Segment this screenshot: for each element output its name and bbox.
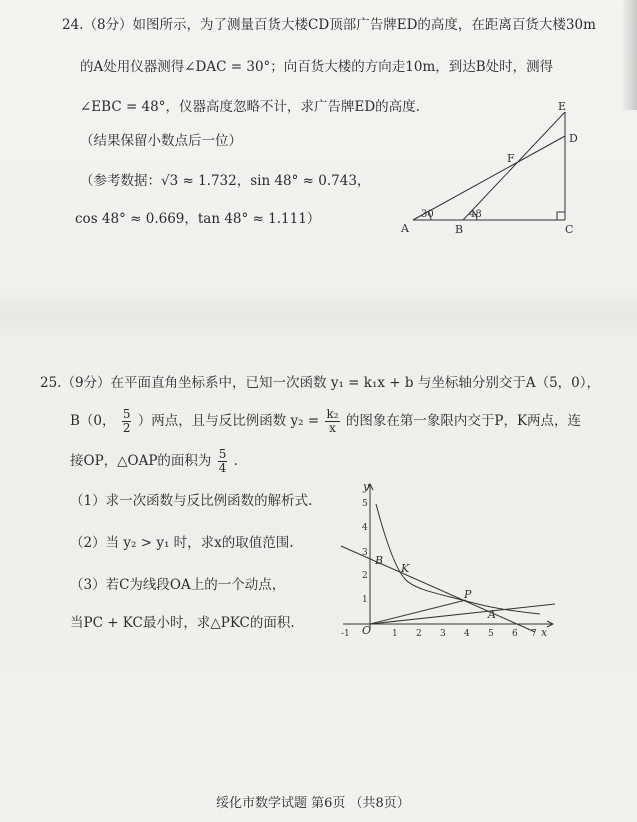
frac-num: 5	[122, 407, 131, 421]
page-edge-shadow	[621, 0, 637, 110]
x-tick-2: 2	[416, 629, 422, 638]
frac-den: 4	[218, 461, 227, 475]
line-op	[370, 600, 466, 624]
page-footer: 绥化市数学试题 第6页 （共8页）	[216, 796, 410, 811]
q24-line-4: （结果保留小数点后一位）	[80, 133, 242, 149]
q25-line2-post: 的图象在第一象限内交于P，K两点，连	[345, 413, 582, 429]
right-angle-mark	[557, 212, 565, 220]
x-tick-4: 4	[464, 629, 470, 638]
q25-coordinate-graph	[335, 478, 560, 638]
q24-line-6: cos 48° ≈ 0.669，tan 48° ≈ 1.111）	[75, 211, 321, 227]
frac-num: k₂	[326, 407, 339, 421]
y-axis-label: y	[363, 480, 370, 493]
x-tick-3: 3	[440, 629, 446, 638]
origin-label: O	[362, 624, 372, 637]
x-tick-5: 5	[488, 629, 494, 638]
y-tick-3: 3	[362, 548, 368, 558]
q25-line3-pre: 接OP，△OAP的面积为	[70, 453, 212, 469]
y-tick-1: 1	[362, 595, 368, 605]
label-f: F	[507, 152, 515, 165]
q24-line-3: ∠EBC = 48°，仪器高度忽略不计，求广告牌ED的高度.	[80, 99, 420, 115]
x-tick-neg1: -1	[341, 629, 350, 638]
y-tick-2: 2	[362, 571, 368, 581]
line-through-p	[370, 604, 555, 624]
label-d: D	[569, 132, 578, 145]
label-e: E	[558, 100, 567, 113]
angle-48-label: 48	[469, 209, 482, 220]
x-tick-1: 1	[392, 629, 398, 638]
point-a-label: A	[488, 608, 496, 621]
q25-sub-3b: 当PC + KC最小时，求△PKC的面积.	[70, 615, 295, 631]
paper-fold-shadow	[0, 290, 637, 340]
q24-line-2: 的A处用仪器测得∠DAC = 30°；向百货大楼的方向走10m，到达B处时，测得	[80, 59, 554, 75]
fraction-five-halves	[122, 408, 132, 435]
q25-sub-1: （1）求一次函数与反比例函数的解析式.	[70, 493, 313, 509]
q24-line-1: 24.（8分）如图所示，为了测量百货大楼CD顶部广告牌ED的高度，在距离百货大楼30m	[62, 17, 596, 33]
x-axis-label: x	[541, 626, 548, 638]
frac-num: 5	[218, 447, 227, 461]
label-c: C	[565, 223, 574, 236]
label-b: B	[455, 223, 464, 236]
y-tick-5: 5	[362, 499, 368, 509]
x-tick-6: 6	[512, 629, 518, 638]
point-b-label: B	[375, 554, 384, 567]
q24-line-5: （参考数据：√3 ≈ 1.732，sin 48° ≈ 0.743，	[80, 173, 371, 189]
frac-den: 2	[122, 421, 131, 435]
x-tick-7: 7	[531, 629, 537, 638]
line-b-e	[463, 112, 565, 220]
q24-triangle-figure	[395, 100, 595, 240]
q25-line2-mid: ）两点，且与反比例函数 y₂ =	[137, 413, 320, 429]
point-k-label: K	[401, 562, 410, 575]
line-a-d	[413, 136, 565, 220]
frac-den: x	[329, 421, 336, 435]
q25-point-b-text: B（0，	[70, 413, 116, 429]
y-tick-4: 4	[362, 523, 368, 533]
q25-line-1: 25.（9分）在平面直角坐标系中，已知一次函数 y₁ = k₁x + b 与坐标轴分别交于A（5，0），	[40, 375, 600, 391]
q25-sub-2: （2）当 y₂ > y₁ 时，求x的取值范围.	[70, 535, 294, 551]
q25-line3-post: .	[233, 453, 238, 469]
fraction-k2-over-x	[325, 408, 339, 435]
q25-sub-3: （3）若C为线段OA上的一个动点，	[70, 577, 286, 593]
point-p-label: P	[464, 588, 472, 601]
q25-line-3	[70, 448, 238, 475]
label-a: A	[401, 222, 409, 235]
angle-30-label: 30	[421, 209, 434, 220]
fraction-five-quarters	[218, 448, 228, 475]
q25-line-2	[70, 408, 581, 435]
